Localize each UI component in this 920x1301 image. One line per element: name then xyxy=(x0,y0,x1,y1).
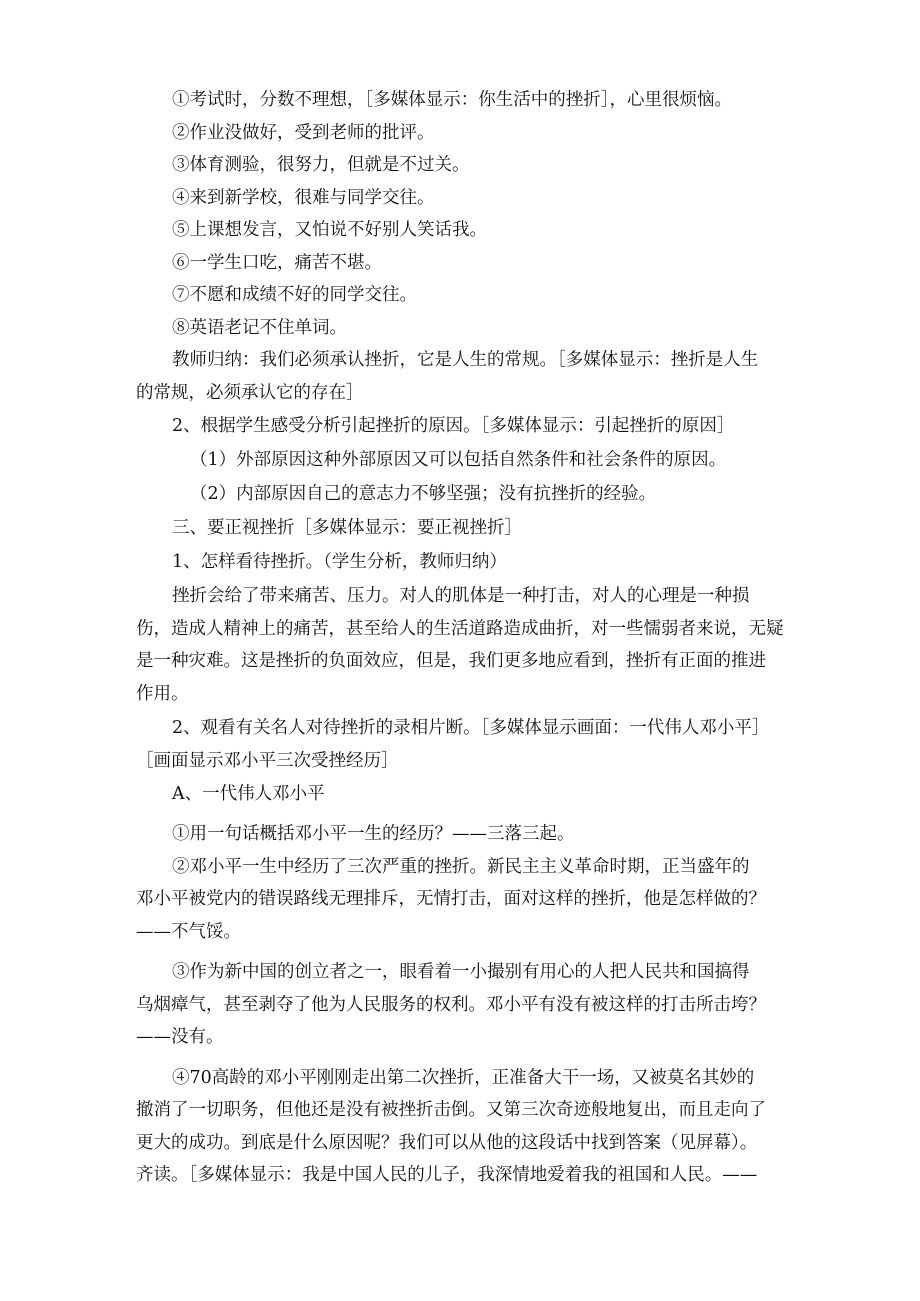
question-4-line: ④70高龄的邓小平刚刚走出第二次挫折，正准备大干一场，又被莫名其妙的 xyxy=(172,1067,755,1088)
paragraph-line: ［画面显示邓小平三次受挫经历］ xyxy=(136,750,399,771)
question-4-line: 齐读。［多媒体显示：我是中国人民的儿子，我深情地爱着我的祖国和人民。—— xyxy=(136,1165,758,1185)
heading-cause-analysis: 2、根据学生感受分析引起挫折的原因。［多媒体显示：引起挫折的原因］ xyxy=(172,416,735,436)
video-paragraph xyxy=(136,712,800,777)
question-4-line: 更大的成功。到底是什么原因呢？我们可以从他的这段话中找到答案（见屏幕）。 xyxy=(136,1132,758,1153)
setback-effect-paragraph xyxy=(136,580,800,710)
document-body xyxy=(172,84,792,344)
cause-external: （1）外部原因这种外部原因又可以包括自然条件和社会条件的原因。 xyxy=(190,450,727,470)
paragraph-line: 作用。 xyxy=(136,683,189,704)
paragraph-line: 是一种灾难。这是挫折的负面效应，但是，我们更多地应看到，挫折有正面的推进 xyxy=(136,651,766,671)
question-2-line: ——不气馁。 xyxy=(136,921,241,942)
subheading-deng xyxy=(172,778,792,811)
paragraph-line: 的常规，必须承认它的存在］ xyxy=(136,382,364,403)
question-3-line: 乌烟瘴气，甚至剥夺了他为人民服务的权利。邓小平有没有被这样的打击所击垮？ xyxy=(136,994,766,1015)
section-body-2 xyxy=(172,409,802,579)
heading-how-to-view: 1、怎样看待挫折。（学生分析，教师归纳） xyxy=(172,552,507,572)
subheading-a: A、一代伟人邓小平 xyxy=(172,784,325,804)
list-item-8: ⑧英语老记不住单词。 xyxy=(172,317,347,338)
list-item-7: ⑦不愿和成绩不好的同学交往。 xyxy=(172,285,417,305)
heading-watch-video: 2、观看有关名人对待挫折的录相片断。［多媒体显示画面：一代伟人邓小平］ xyxy=(172,718,770,738)
question-3-line: ③作为新中国的创立者之一，眼看着一小撮别有用心的人把人民共和国搞得 xyxy=(172,962,750,982)
list-item-4: ④来到新学校，很难与同学交往。 xyxy=(172,187,435,208)
question-3-line: ——没有。 xyxy=(136,1027,224,1047)
question-2-line: 邓小平被党内的错误路线无理排斥，无情打击，面对这样的挫折，他是怎样做的？ xyxy=(136,889,766,909)
question-2-line: ②邓小平一生中经历了三次严重的挫折。新民主主义革命时期，正当盛年的 xyxy=(172,856,750,877)
cause-internal: （2）内部原因自己的意志力不够坚强；没有抗挫折的经验。 xyxy=(190,484,657,504)
paragraph-line: 伤，造成人精神上的痛苦，甚至给人的生活道路造成曲折，对一些懦弱者来说，无疑 xyxy=(136,618,784,639)
paragraph-line: 教师归纳：我们必须承认挫折，它是人生的常规。［多媒体显示：挫折是人生 xyxy=(172,350,759,370)
list-item-2: ②作业没做好，受到老师的批评。 xyxy=(172,122,435,143)
deng-questions xyxy=(136,818,800,1192)
list-item-3: ③体育测验，很努力，但就是不过关。 xyxy=(172,155,470,175)
list-item-1: ①考试时，分数不理想，［多媒体显示：你生活中的挫折］，心里很烦恼。 xyxy=(172,90,732,110)
paragraph-line: 挫折会给了带来痛苦、压力。对人的肌体是一种打击，对人的心理是一种损 xyxy=(172,586,750,606)
list-item-5: ⑤上课想发言，又怕说不好别人笑话我。 xyxy=(172,220,487,240)
question-1: ①用一句话概括邓小平一生的经历？——三落三起。 xyxy=(172,824,575,844)
question-4-line: 撤消了一切职务，但他还是没有被挫折击倒。又第三次奇迹般地复出，而且走向了 xyxy=(136,1100,766,1120)
list-item-6: ⑥一学生口吃，痛苦不堪。 xyxy=(172,252,382,273)
teacher-summary-paragraph xyxy=(136,344,796,409)
section-heading-face-setbacks: 三、要正视挫折［多媒体显示：要正视挫折］ xyxy=(172,518,522,538)
